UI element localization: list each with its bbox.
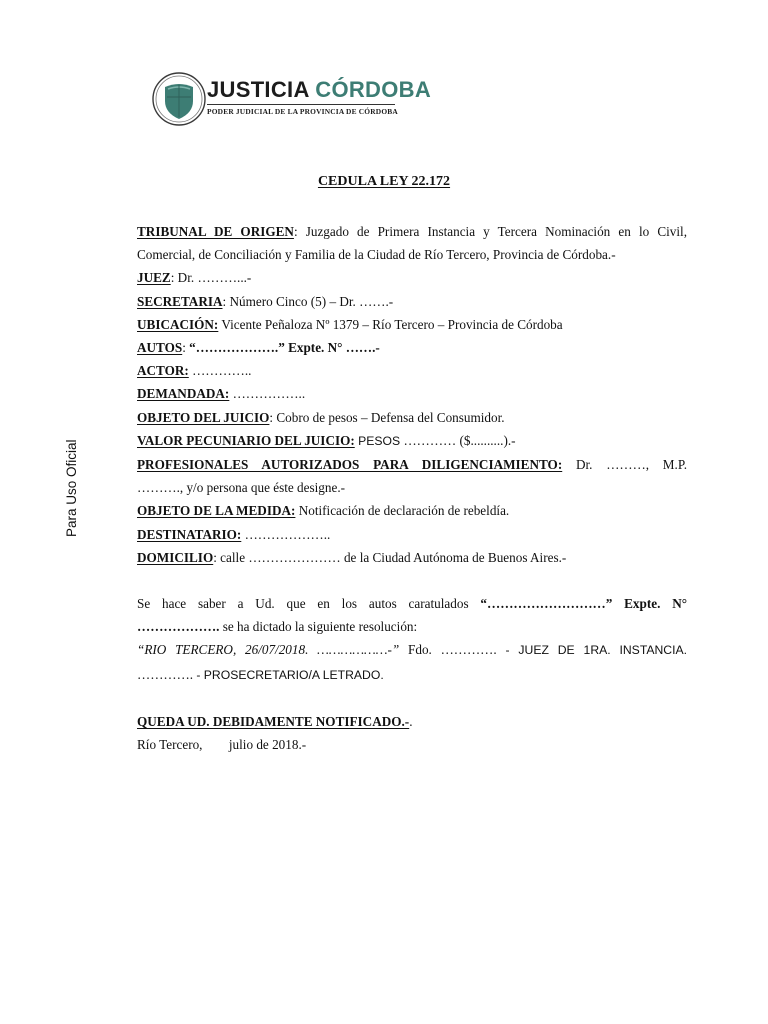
field-colon: :	[182, 340, 190, 356]
field-value: ………… ($..........).-	[400, 432, 516, 448]
notice-dots: ………….	[137, 666, 197, 682]
field-juez	[137, 266, 687, 289]
field-label: AUTOS	[137, 340, 183, 356]
field-profesionales	[137, 453, 687, 476]
logo-word-justicia: JUSTICIA	[207, 77, 309, 102]
justicia-cordoba-logo	[150, 70, 432, 128]
notice-line-2	[137, 615, 687, 638]
notice-prosecretario: - PROSECRETARIO/A LETRADO.	[196, 667, 384, 682]
logo-text	[207, 78, 431, 116]
spacer	[137, 569, 687, 592]
field-label: UBICACIÓN:	[137, 316, 219, 332]
field-label: ACTOR:	[137, 363, 189, 379]
shield-emblem-icon	[150, 70, 208, 128]
field-label: OBJETO DE LA MEDIDA:	[137, 503, 296, 519]
field-value: ………………..	[241, 526, 331, 542]
notice-text: Se hace saber a Ud. que en los autos caratulados	[137, 596, 469, 612]
logo-word-cordoba: CÓRDOBA	[315, 77, 432, 102]
field-value: : Cobro de pesos – Defensa del Consumidor.	[269, 409, 505, 425]
field-value-currency: PESOS	[354, 433, 401, 448]
closing-notified-text: QUEDA UD. DEBIDAMENTE NOTIFICADO.-	[137, 713, 410, 729]
field-value: ……………..	[229, 386, 306, 402]
field-domicilio	[137, 546, 687, 569]
field-label: DEMANDADA:	[137, 386, 230, 402]
field-label: VALOR PECUNIARIO DEL JUICIO:	[137, 432, 355, 448]
field-value: “……………….” Expte. N° …….-	[189, 340, 380, 356]
field-profesionales-cont	[137, 476, 687, 499]
notice-expte-number: ……………….	[137, 619, 220, 635]
field-autos	[137, 336, 687, 359]
notice-juez: - JUEZ DE 1RA. INSTANCIA.	[496, 643, 687, 658]
notice-line-1	[137, 592, 687, 615]
logo-wordmark	[207, 78, 431, 102]
field-label: DESTINATARIO:	[137, 526, 242, 542]
document-body	[137, 220, 687, 756]
field-label: DOMICILIO	[137, 549, 214, 565]
field-label: PROFESIONALES AUTORIZADOS PARA DILIGENCIAMIENTO:	[137, 457, 563, 473]
field-value: Notificación de declaración de rebeldía.	[295, 503, 510, 519]
field-value: : Juzgado de Primera Instancia y Tercera Nominación en lo Civil,	[293, 224, 687, 239]
field-value: Dr. ………, M.P.	[562, 457, 687, 473]
notice-text: se ha dictado la siguiente resolución:	[219, 619, 418, 635]
notice-line-4	[137, 663, 687, 687]
field-ubicacion	[137, 313, 687, 336]
notice-resolution: “RIO TERCERO, 26/07/2018. ………………-”	[137, 642, 400, 658]
spacer	[137, 687, 687, 710]
field-label: SECRETARIA	[137, 293, 223, 309]
field-value: : Dr. ………...-	[170, 270, 252, 286]
side-label-uso-oficial: Para Uso Oficial	[64, 439, 79, 537]
place-date-text: Río Tercero, julio de 2018.-	[137, 737, 307, 753]
field-label: TRIBUNAL DE ORIGEN	[137, 224, 294, 239]
logo-subtitle: PODER JUDICIAL DE LA PROVINCIA DE CÓRDOBA	[207, 107, 398, 116]
logo-divider	[207, 104, 395, 105]
field-value: …………..	[188, 363, 252, 379]
field-value: Comercial, de Conciliación y Familia de la Ciudad de Río Tercero, Provincia de Córdoba.-	[137, 247, 616, 263]
field-label: JUEZ	[137, 270, 171, 286]
notice-line-3	[137, 638, 687, 662]
field-objeto-medida	[137, 499, 687, 522]
field-demandada	[137, 382, 687, 405]
field-destinatario	[137, 523, 687, 546]
notice-caption: “………………………” Expte. N°	[480, 596, 687, 612]
closing-place-date	[137, 733, 687, 756]
field-actor	[137, 359, 687, 382]
field-value: ………., y/o persona que éste designe.-	[137, 480, 346, 496]
field-valor-pecuniario	[137, 429, 687, 453]
notice-fdo: Fdo. ………….	[399, 642, 497, 658]
field-value: : calle ………………… de la Ciudad Autónoma de Buenos Aires.-	[213, 549, 567, 565]
field-value: Vicente Peñaloza Nº 1379 – Río Tercero – Provincia de Córdoba	[218, 316, 563, 332]
closing-notified	[137, 710, 687, 733]
field-value: : Número Cinco (5) – Dr. …….-	[222, 293, 394, 309]
closing-period: .	[409, 713, 413, 729]
field-objeto-juicio	[137, 406, 687, 429]
field-tribunal	[137, 220, 687, 243]
field-label: OBJETO DEL JUICIO	[137, 409, 270, 425]
field-secretaria	[137, 290, 687, 313]
document-title: CEDULA LEY 22.172	[317, 174, 451, 189]
field-tribunal-cont	[137, 243, 687, 266]
